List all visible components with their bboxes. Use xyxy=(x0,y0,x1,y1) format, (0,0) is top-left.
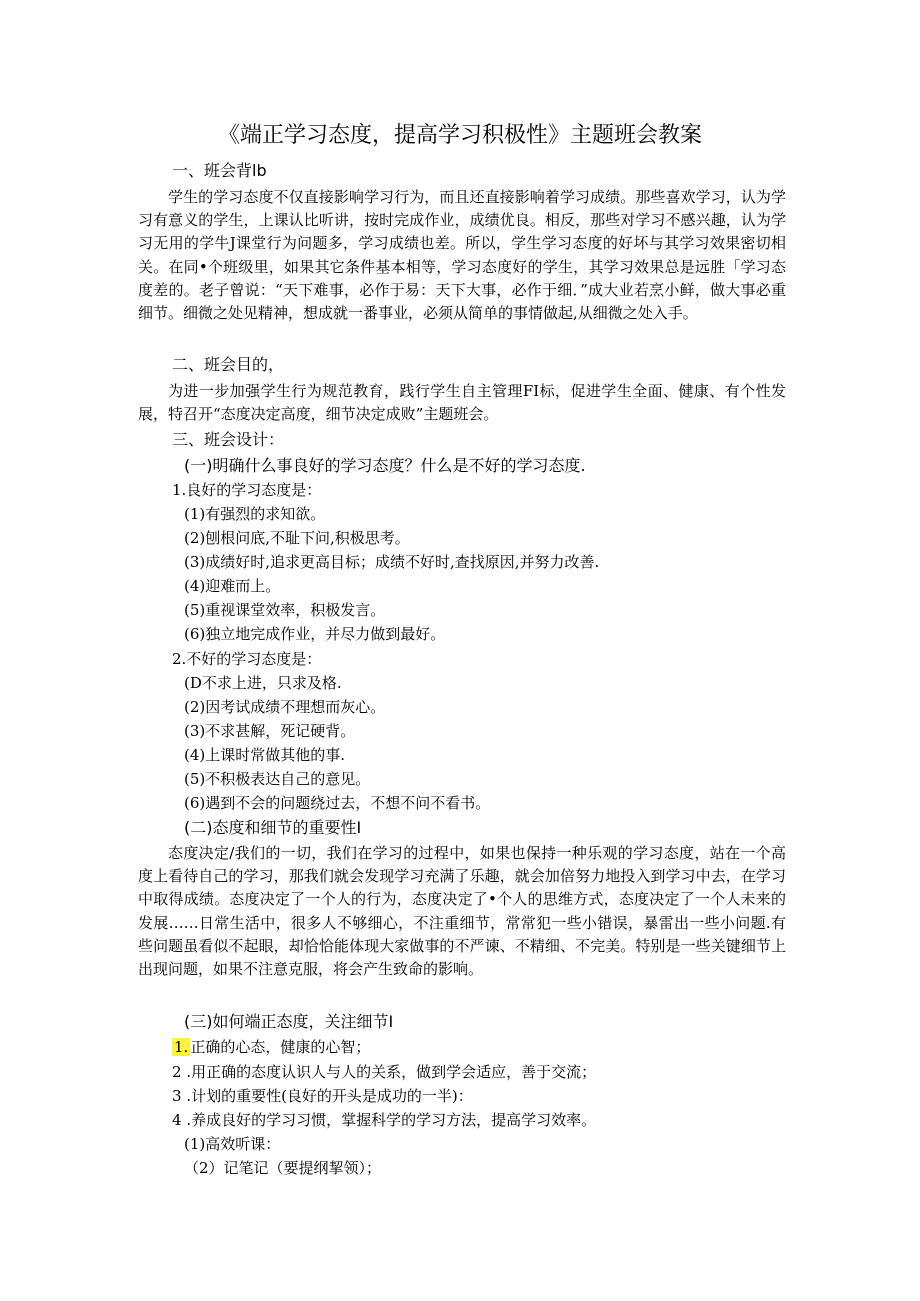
list-item: (6)独立地完成作业，并尽力做到最好。 xyxy=(184,625,446,643)
list-item: (2)刨根问底,不耻下问,积极思考。 xyxy=(184,529,410,547)
numbered-item: 4 .养成良好的学习习惯，掌握科学的学习方法，提高学习效率。 xyxy=(172,1111,597,1129)
bad-attitude-label: 2.不好的学习态度是： xyxy=(172,650,322,668)
list-item: (2)因考试成绩不理想而灰心。 xyxy=(184,698,386,716)
paragraph-purpose: 为进一步加强学生行为规范教育，践行学生自主管理FI标，促进学生全面、健康、有个性发展，特召开“态度决定高度，细节决定成败”主题班会。 xyxy=(138,382,786,424)
subsection-heading-how-to: (三)如何端正态度，关注细节I xyxy=(184,1012,394,1031)
list-item: (5)不积极表达自己的意见。 xyxy=(184,770,371,788)
list-item: (3)成绩好时,追求更高目标；成绩不好时,查找原因,并努力改善. xyxy=(184,553,600,571)
paragraph-importance: 态度决定/我们的一切，我们在学习的过程中，如果也保持一种乐观的学习态度，站在一个高度上看待自己的学习，那我们就会发现学习充满了乐趣，就会加倍努力地投入到学习中去，在学习中取得成绩。态度决定了一个人的行为，态度决定了•个人的思维方式，态度决定了一个人未来的发展……日常生活中，很多人不够细心，不注重细节，常常犯一些小错误，暴雷出一些小问题.有些问题虽看似不起眼，却恰恰能体现大家做事的不严谏、不精细、不完美。特别是一些关键细节上出现问题，如果不注意克服，将会产生致命的影响。 xyxy=(138,844,786,979)
list-item: (1)高效听课： xyxy=(184,1135,281,1153)
highlight-mark: 1. xyxy=(174,1038,189,1056)
list-item: （2）记笔记（要提纲挈领）； xyxy=(184,1159,382,1177)
list-item: (4)上课时常做其他的事. xyxy=(184,746,346,764)
list-item: (D不求上进，只求及格. xyxy=(184,674,342,692)
page-title: 《端正学习态度，提高学习积极性》主题班会教案 xyxy=(217,123,702,148)
section-heading-purpose: 二、班会目的， xyxy=(172,355,285,374)
numbered-item: 1. 正确的心态，健康的心智； xyxy=(174,1038,371,1056)
subsection-heading-attitudes: (一)明确什么事良好的学习态度？什么是不好的学习态度. xyxy=(184,456,586,475)
paragraph-background: 学生的学习态度不仅直接影响学习行为，而且还直接影响着学习成绩。那些喜欢学习，认为学习有意义的学生，上课认比听讲，按时完成作业，成绩优良。相反，那些对学习不感兴趣，认为学习无用的学牛J课堂行为问题多，学习成绩也差。所以，学生学习态度的好坏与其学习效果密切相关。在同•个班级里，如果其它条件基本相等，学习态度好的学生，其学习效果总是远胜「学习态度差的。老子曾说：“天下难事，必作于易：天下大事，必作于细．”成大业若烹小鲜，做大事必重细节。细微之处见精神，想成就一番事业，必须从简单的事情做起,从细微之处入手。 xyxy=(138,188,786,323)
section-heading-background: 一、班会背lb xyxy=(172,161,267,180)
numbered-item: 3 .计划的重要性(良好的开头是成功的一半)： xyxy=(172,1087,473,1105)
subsection-heading-importance: (二)态度和细节的重要性I xyxy=(184,818,362,837)
list-item: (4)迎难而上。 xyxy=(184,577,281,595)
numbered-item: 2 .用正确的态度认识人与人的关系，做到学会适应，善于交流； xyxy=(172,1063,597,1081)
list-item: (1)有强烈的求知欲。 xyxy=(184,505,326,523)
section-heading-design: 三、班会设计： xyxy=(172,430,285,449)
list-item: (6)遇到不会的问题绕过去，不想不问不看书。 xyxy=(184,794,491,812)
good-attitude-label: 1.良好的学习态度是： xyxy=(172,481,322,499)
list-item: (5)重视课堂效率，积极发言。 xyxy=(184,601,386,619)
list-item: (3)不求甚解，死记硬背。 xyxy=(184,722,356,740)
